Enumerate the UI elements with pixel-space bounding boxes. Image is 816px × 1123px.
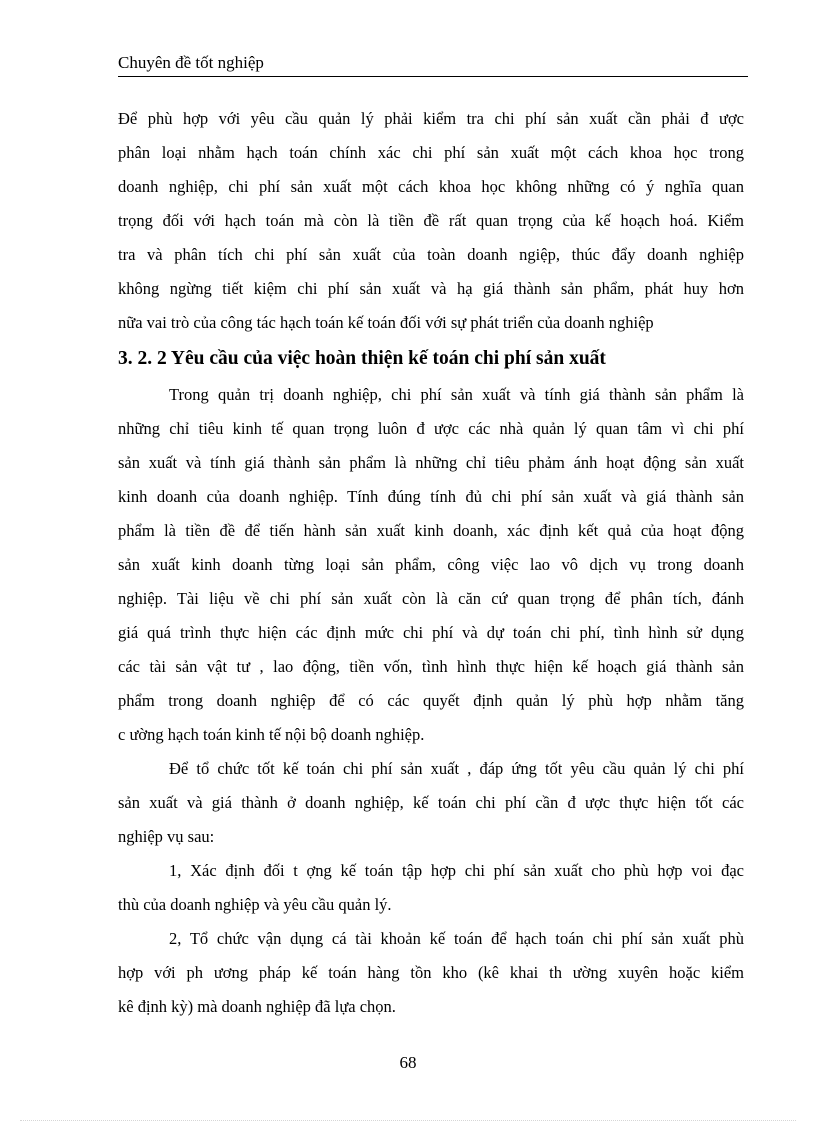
text-line: kê định kỳ) mà doanh nghiệp đã lựa chọn. bbox=[118, 997, 396, 1016]
text-line: nữa vai trò của công tác hạch toán kế toán đối với sự phát triển của doanh nghiệp bbox=[118, 313, 654, 332]
text-line: sản xuất kinh doanh từng loại sản phẩm, công việc lao vô dịch vụ trong doanh bbox=[118, 555, 744, 574]
list-item-2 bbox=[118, 922, 744, 1024]
text-line: các tài sản vật tư , lao động, tiền vốn, tình hình thực hiện kế hoạch giá thành sản bbox=[118, 657, 744, 676]
list-item-1 bbox=[118, 854, 744, 922]
page-bottom-divider bbox=[20, 1120, 796, 1121]
page-number: 68 bbox=[399, 1053, 417, 1072]
text-line: trọng đối với hạch toán mà còn là tiền đề rất quan trọng của kế hoạch hoá. Kiểm bbox=[118, 211, 744, 230]
text-line: sản xuất và tính giá thành sản phẩm là những chỉ tiêu phảm ánh hoạt động sản xuất bbox=[118, 453, 744, 472]
text-line: phân loại nhằm hạch toán chính xác chi phí sản xuất một cách khoa học trong bbox=[118, 143, 744, 162]
text-line: sản xuất và giá thành ở doanh nghiệp, kế toán chi phí cần đ ược thực hiện tốt các bbox=[118, 793, 744, 812]
paragraph-1 bbox=[118, 102, 744, 340]
header-title: Chuyên đề tốt nghiệp bbox=[118, 53, 264, 72]
body-text bbox=[118, 102, 744, 1024]
text-line: kinh doanh của doanh nghiệp. Tính đúng tính đủ chi phí sản xuất và giá thành sản bbox=[118, 487, 744, 506]
text-line: phẩm trong doanh nghiệp để có các quyết định quản lý phù hợp nhằm tăng bbox=[118, 691, 744, 710]
paragraph-3 bbox=[118, 752, 744, 854]
text-line: doanh nghiệp, chi phí sản xuất một cách khoa học không những có ý nghĩa quan bbox=[118, 177, 744, 196]
text-line: 1, Xác định đối t ợng kế toán tập hợp chi phí sản xuất cho phù hợp voi đạc bbox=[169, 861, 744, 880]
page-header bbox=[118, 52, 748, 77]
text-line: thù của doanh nghiệp và yêu cầu quản lý. bbox=[118, 895, 392, 914]
text-line: Để tổ chức tốt kế toán chi phí sản xuất , đáp ứng tốt yêu cầu quản lý chi phí bbox=[169, 759, 744, 778]
text-line: nghiệp vụ sau: bbox=[118, 827, 215, 846]
text-line: phẩm là tiền đề để tiến hành sản xuất kinh doanh, xác định kết quả của hoạt động bbox=[118, 521, 744, 540]
text-line: hợp với ph ương pháp kế toán hàng tồn kho (kê khai th ường xuyên hoặc kiểm bbox=[118, 963, 744, 982]
text-line: nghiệp. Tài liệu về chi phí sản xuất còn là căn cứ quan trọng để phân tích, đánh bbox=[118, 589, 744, 608]
paragraph-2 bbox=[118, 378, 744, 752]
text-line: tra và phân tích chi phí sản xuất của toàn doanh ngiệp, thúc đẩy doanh nghiệp bbox=[118, 245, 744, 264]
text-line: những chỉ tiêu kinh tế quan trọng luôn đ ược các nhà quản lý quan tâm vì chi phí bbox=[118, 419, 744, 438]
section-heading: 3. 2. 2 Yêu cầu của việc hoàn thiện kế toán chi phí sản xuất bbox=[118, 348, 606, 369]
text-line: Để phù hợp với yêu cầu quản lý phải kiểm tra chi phí sản xuất cần phải đ ược bbox=[118, 109, 744, 128]
text-line: giá quá trình thực hiện các định mức chi phí và dự toán chi phí, tình hình sử dụng bbox=[118, 623, 744, 642]
text-line: không ngừng tiết kiệm chi phí sản xuất và hạ giá thành sản phẩm, phát huy hơn bbox=[118, 279, 744, 298]
text-line: 2, Tổ chức vận dụng cá tài khoản kế toán để hạch toán chi phí sản xuất phù bbox=[169, 929, 744, 948]
text-line: Trong quản trị doanh nghiệp, chi phí sản xuất và tính giá thành sản phẩm là bbox=[169, 385, 744, 404]
text-line: c ường hạch toán kinh tế nội bộ doanh nghiệp. bbox=[118, 725, 425, 744]
